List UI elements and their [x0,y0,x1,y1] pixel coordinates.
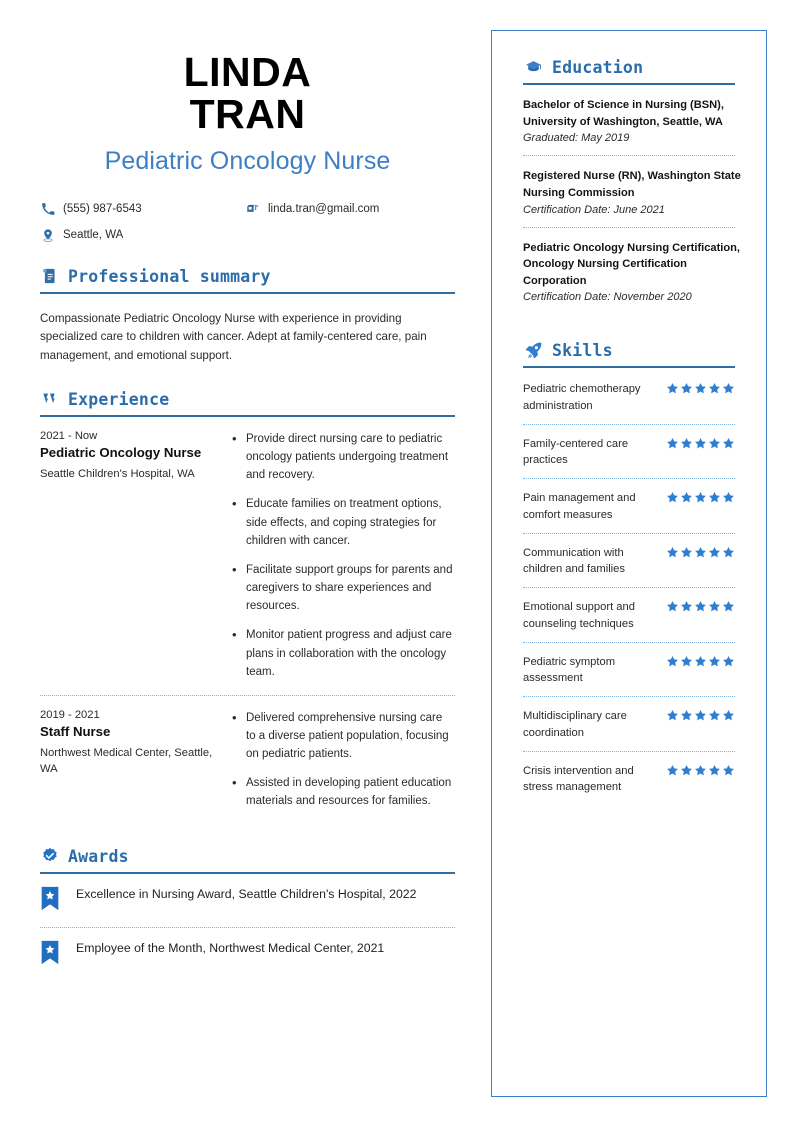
star-icon [694,546,707,559]
star-icon [694,655,707,668]
contact-line-2 [40,228,455,243]
map-pin-icon [40,228,55,243]
candidate-job-title: Pediatric Oncology Nurse [104,146,391,175]
skill-rating-stars [666,599,735,613]
skill-name: Communication with children and families [523,546,625,576]
award-text: Excellence in Nursing Award, Seattle Children's Hospital, 2022 [76,886,417,901]
left-column [40,30,455,981]
star-icon [694,382,707,395]
skill-row [523,425,735,478]
skill-row [523,479,735,532]
skill-row [523,534,735,587]
skill-row [523,370,735,423]
star-icon [680,491,693,504]
skill-row [523,588,735,641]
summary-heading-row [40,267,455,286]
verified-badge-icon [40,847,59,866]
experience-bullet: • Assisted in developing patient education materials and resources for families. [230,774,455,810]
star-icon [694,764,707,777]
star-icon [722,382,735,395]
candidate-name [40,49,455,137]
experience-bullet: • Provide direct nursing care to pediatric oncology patients undergoing treatment and recovery. [230,430,455,484]
skill-row [523,752,735,805]
star-icon [708,655,721,668]
experience-role: Staff Nurse [40,723,111,739]
contact-phone-text: (555) 987-6543 [63,203,142,216]
star-icon [722,437,735,450]
bookmark-star-icon [40,940,60,970]
skill-name: Pain management and comfort measures [523,492,636,521]
right-sidebar-panel [491,30,767,1097]
education-item [523,228,744,315]
star-icon [680,764,693,777]
last-name: TRAN [189,90,306,137]
star-icon [722,600,735,613]
star-icon [708,764,721,777]
star-icon [680,709,693,722]
experience-heading-rule [40,415,455,417]
skill-name: Pediatric symptom assessment [523,655,616,685]
experience-bullet: • Educate families on treatment options, side effects, and coping strategies for children with cancer. [230,495,455,549]
star-icon [680,437,693,450]
scroll-document-icon [40,267,59,286]
skill-name: Multidisciplinary care coordination [523,710,627,739]
skills-heading-rule [523,366,735,368]
star-icon [694,437,707,450]
star-icon [680,382,693,395]
skills-heading-row [523,340,744,360]
experience-entry-meta [40,430,230,681]
star-icon [722,655,735,668]
skill-row [523,697,735,750]
graduation-cap-icon [523,57,543,77]
skill-name: Emotional support and counseling techniques [523,601,635,630]
experience-bullet-list [230,709,455,811]
star-icon [708,437,721,450]
star-icon [680,600,693,613]
education-date: Certification Date: June 2021 [523,203,665,216]
skill-rating-stars [666,654,735,668]
experience-bullet-list [230,430,455,681]
experience-organization: Northwest Medical Center, Seattle, WA [40,746,213,775]
contact-email-text: linda.tran@gmail.com [268,203,380,216]
education-heading-row [523,57,744,77]
star-icon [708,382,721,395]
star-icon [680,655,693,668]
experience-organization: Seattle Children's Hospital, WA [40,467,195,480]
section-professional-summary [40,267,455,366]
skill-rating-stars [666,436,735,450]
education-title: Pediatric Oncology Nursing Certification, Oncology Nursing Certification Corporation [523,241,740,287]
experience-entry-details [230,709,455,811]
award-item [40,928,455,981]
experience-dates: 2021 - Now [40,429,98,442]
star-icon [694,709,707,722]
skill-row [523,643,735,696]
experience-heading-row [40,390,455,409]
star-icon [666,709,679,722]
experience-bullet: • Monitor patient progress and adjust care plans in collaboration with the oncology team. [230,626,455,680]
experience-bullet: • Facilitate support groups for parents and caregivers to share experiences and resources. [230,561,455,615]
star-icon [722,491,735,504]
awards-heading-label: Awards [68,846,129,866]
star-icon [708,491,721,504]
experience-dates: 2019 - 2021 [40,708,100,721]
right-sidebar-content [492,31,766,805]
star-icon [722,546,735,559]
summary-heading-label: Professional summary [68,266,271,286]
mailbox-icon [245,202,260,217]
experience-entry [40,709,455,811]
skill-name: Crisis intervention and stress management [523,764,634,793]
contact-phone[interactable] [40,202,245,217]
experience-heading-label: Experience [68,389,170,409]
contact-block [40,202,455,243]
star-icon [708,709,721,722]
skill-rating-stars [666,763,735,777]
contact-location-text: Seattle, WA [63,229,124,242]
skill-rating-stars [666,708,735,722]
contact-location [40,228,245,243]
star-icon [666,546,679,559]
education-date: Graduated: May 2019 [523,132,630,145]
summary-body-text: Compassionate Pediatric Oncology Nurse with experience in providing specialized care to children with cancer. Adept at family-centered care, pain management, and emotional support. [40,311,427,363]
section-awards [40,847,455,981]
skill-name: Family-centered care practices [523,437,629,467]
star-icon [708,600,721,613]
star-icon [666,600,679,613]
contact-email[interactable] [245,202,379,217]
flag-banner-icon [40,390,59,409]
education-item [523,85,744,155]
section-experience [40,390,455,811]
contact-line-1 [40,202,455,217]
star-icon [666,382,679,395]
star-icon [680,546,693,559]
star-icon [694,600,707,613]
experience-divider [40,695,455,696]
star-icon [722,764,735,777]
education-title: Registered Nurse (RN), Washington State Nursing Commission [523,170,741,199]
experience-entry [40,430,455,681]
star-icon [666,764,679,777]
skills-heading-label: Skills [552,340,613,360]
skill-name: Pediatric chemotherapy administration [523,383,641,412]
first-name: LINDA [183,49,312,95]
section-education [523,57,744,314]
star-icon [694,491,707,504]
skill-rating-stars [666,490,735,504]
skill-rating-stars [666,545,735,559]
skill-rating-stars [666,381,735,395]
experience-bullet: • Delivered comprehensive nursing care to a diverse patient population, focusing on pediatric patients. [230,709,455,763]
phone-icon [40,202,55,217]
rocket-icon [523,340,543,360]
star-icon [722,709,735,722]
summary-heading-rule [40,292,455,294]
star-icon [666,437,679,450]
experience-entry-details [230,430,455,681]
education-heading-label: Education [552,57,644,77]
education-title: Bachelor of Science in Nursing (BSN), University of Washington, Seattle, WA [523,99,724,128]
education-date: Certification Date: November 2020 [523,291,692,304]
experience-entry-meta [40,709,230,811]
star-icon [708,546,721,559]
star-icon [666,655,679,668]
section-skills [523,340,744,805]
education-item [523,156,744,226]
experience-role: Pediatric Oncology Nurse [40,444,202,460]
star-icon [666,491,679,504]
award-item [40,874,455,927]
award-text: Employee of the Month, Northwest Medical Center, 2021 [76,940,385,955]
skills-list [523,370,744,805]
awards-heading-row [40,847,455,866]
bookmark-star-icon [40,886,60,916]
